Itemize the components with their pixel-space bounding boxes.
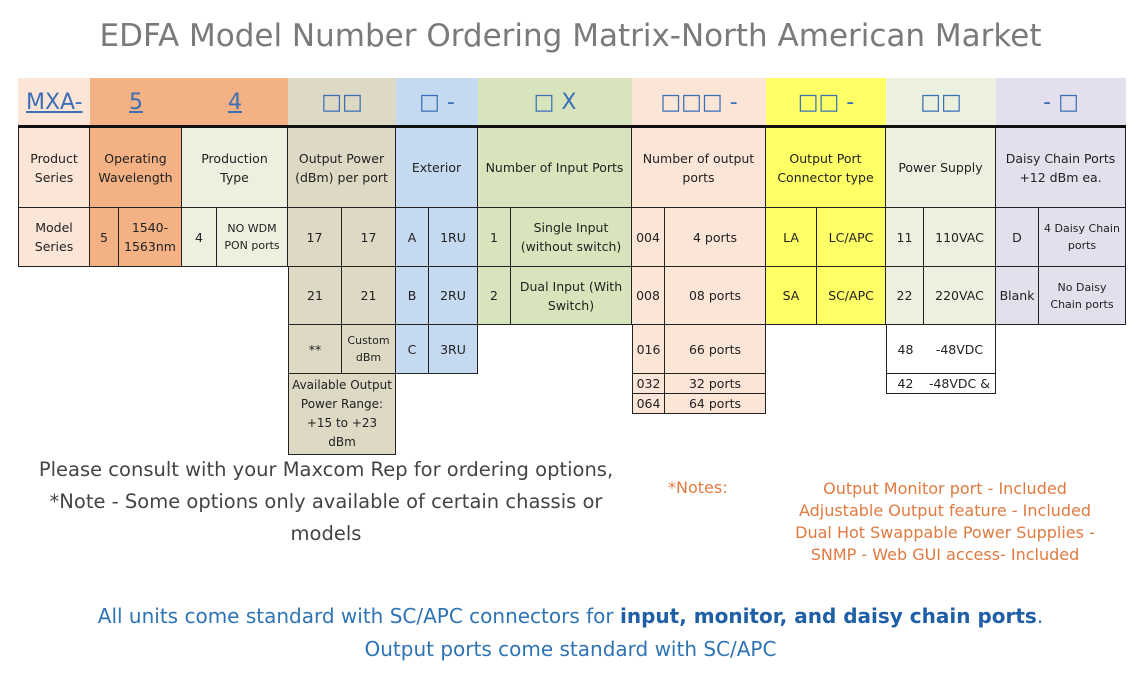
header-output-power: Output Power (dBm) per port — [288, 128, 396, 208]
code-exterior: □ - — [396, 78, 478, 126]
cell-exterior-code-2: B — [396, 267, 429, 325]
header-power-supply: Power Supply — [886, 128, 996, 208]
note-line1: Output Monitor port - Included — [823, 479, 1067, 498]
code-wavelength-link[interactable]: 5 — [129, 89, 143, 115]
cell-connector-value-2: SC/APC — [817, 267, 886, 325]
header-operating-wavelength: Operating Wavelength — [90, 128, 182, 208]
power-range-note: Available Output Power Range: +15 to +23 dBm — [288, 374, 396, 455]
cell-exterior-code-1: A — [396, 208, 429, 267]
code-connector: □□ - — [766, 78, 886, 126]
code-production-link[interactable]: 4 — [228, 89, 242, 115]
cell-output-value-5: 64 ports — [665, 394, 766, 414]
cell-output-power-code-3: ** — [288, 325, 342, 374]
cell-output-value-4: 32 ports — [665, 374, 766, 394]
footer-line1-pre: All units come standard with SC/APC connectors for — [97, 604, 620, 628]
header-connector-type: Output Port Connector type — [766, 128, 886, 208]
cell-exterior-code-3: C — [396, 325, 429, 374]
cell-input-code-2: 2 — [478, 267, 511, 325]
consult-note-line2: *Note - Some options only available of certain chassis or — [49, 490, 603, 513]
footer-line2: Output ports come standard with SC/APC — [364, 637, 777, 661]
cell-wavelength-value: 1540-1563nm — [119, 208, 182, 267]
cell-output-power-value-2: 21 — [342, 267, 396, 325]
cell-power-code-3: 48 — [886, 325, 924, 374]
cell-output-code-1: 004 — [632, 208, 665, 267]
cell-power-code-4: 42 — [886, 374, 924, 394]
cell-output-power-code-2: 21 — [288, 267, 342, 325]
code-output-ports: □□□ - — [632, 78, 766, 126]
page-title: EDFA Model Number Ordering Matrix-North American Market — [99, 18, 1042, 54]
header-daisy-chain: Daisy Chain Ports +12 dBm ea. — [996, 128, 1126, 208]
cell-production-value: NO WDM PON ports — [217, 208, 288, 267]
cell-production-code: 4 — [182, 208, 217, 267]
cell-power-code-2: 22 — [886, 267, 924, 325]
cell-model-series: Model Series — [18, 208, 90, 267]
header-exterior: Exterior — [396, 128, 478, 208]
cell-exterior-value-2: 2RU — [429, 267, 478, 325]
cell-power-value-3: -48VDC — [924, 325, 996, 374]
cell-output-code-5: 064 — [632, 394, 665, 414]
cell-input-code-1: 1 — [478, 208, 511, 267]
cell-output-power-value-3: Custom dBm — [342, 325, 396, 374]
cell-power-value-1: 110VAC — [924, 208, 996, 267]
cell-output-value-1: 4 ports — [665, 208, 766, 267]
footer-line1 — [0, 600, 1141, 633]
cell-daisy-code-2: Blank — [996, 267, 1039, 325]
cell-daisy-value-1: 4 Daisy Chain ports — [1039, 208, 1126, 267]
cell-daisy-value-2: No Daisy Chain ports — [1039, 267, 1126, 325]
footer-line1-post: . — [1036, 604, 1044, 628]
header-input-ports: Number of Input Ports — [478, 128, 632, 208]
cell-output-power-code-1: 17 — [288, 208, 342, 267]
cell-output-value-3: 66 ports — [665, 325, 766, 374]
note-line3: Dual Hot Swappable Power Supplies - — [795, 523, 1095, 542]
footer-line1-bold: input, monitor, and daisy chain ports — [619, 604, 1037, 628]
cell-output-power-value-1: 17 — [342, 208, 396, 267]
code-power-supply: □□ — [886, 78, 996, 126]
consult-note — [18, 454, 634, 550]
cell-exterior-value-1: 1RU — [429, 208, 478, 267]
consult-note-line1: Please consult with your Maxcom Rep for ordering options, — [38, 458, 614, 481]
footer — [0, 600, 1141, 666]
header-output-ports: Number of output ports — [632, 128, 766, 208]
note-line4: SNMP - Web GUI access- Included — [810, 545, 1080, 564]
cell-output-value-2: 08 ports — [665, 267, 766, 325]
code-prefix-link[interactable]: MXA- — [26, 89, 83, 115]
consult-note-line3: models — [290, 522, 362, 545]
cell-output-code-3: 016 — [632, 325, 665, 374]
cell-connector-code-2: SA — [766, 267, 817, 325]
cell-input-value-2: Dual Input (With Switch) — [511, 267, 632, 325]
code-wavelength[interactable] — [90, 78, 182, 126]
cell-connector-code-1: LA — [766, 208, 817, 267]
code-output-power: □□ — [288, 78, 396, 126]
cell-power-value-2: 220VAC — [924, 267, 996, 325]
cell-wavelength-code: 5 — [90, 208, 119, 267]
cell-output-code-2: 008 — [632, 267, 665, 325]
header-product-series: Product Series — [18, 128, 90, 208]
code-daisy-chain: - □ — [996, 78, 1126, 126]
cell-exterior-value-3: 3RU — [429, 325, 478, 374]
cell-daisy-code-1: D — [996, 208, 1039, 267]
cell-power-code-1: 11 — [886, 208, 924, 267]
header-production-type: Production Type — [182, 128, 288, 208]
cell-output-code-4: 032 — [632, 374, 665, 394]
notes-list — [780, 478, 1110, 566]
notes-label: *Notes: — [668, 478, 728, 497]
code-input-ports: □ X — [478, 78, 632, 126]
code-prefix[interactable] — [18, 78, 90, 126]
cell-power-value-4: -48VDC & — [924, 374, 996, 394]
cell-input-value-1: Single Input (without switch) — [511, 208, 632, 267]
note-line2: Adjustable Output feature - Included — [798, 501, 1092, 520]
cell-connector-value-1: LC/APC — [817, 208, 886, 267]
code-production[interactable] — [182, 78, 288, 126]
